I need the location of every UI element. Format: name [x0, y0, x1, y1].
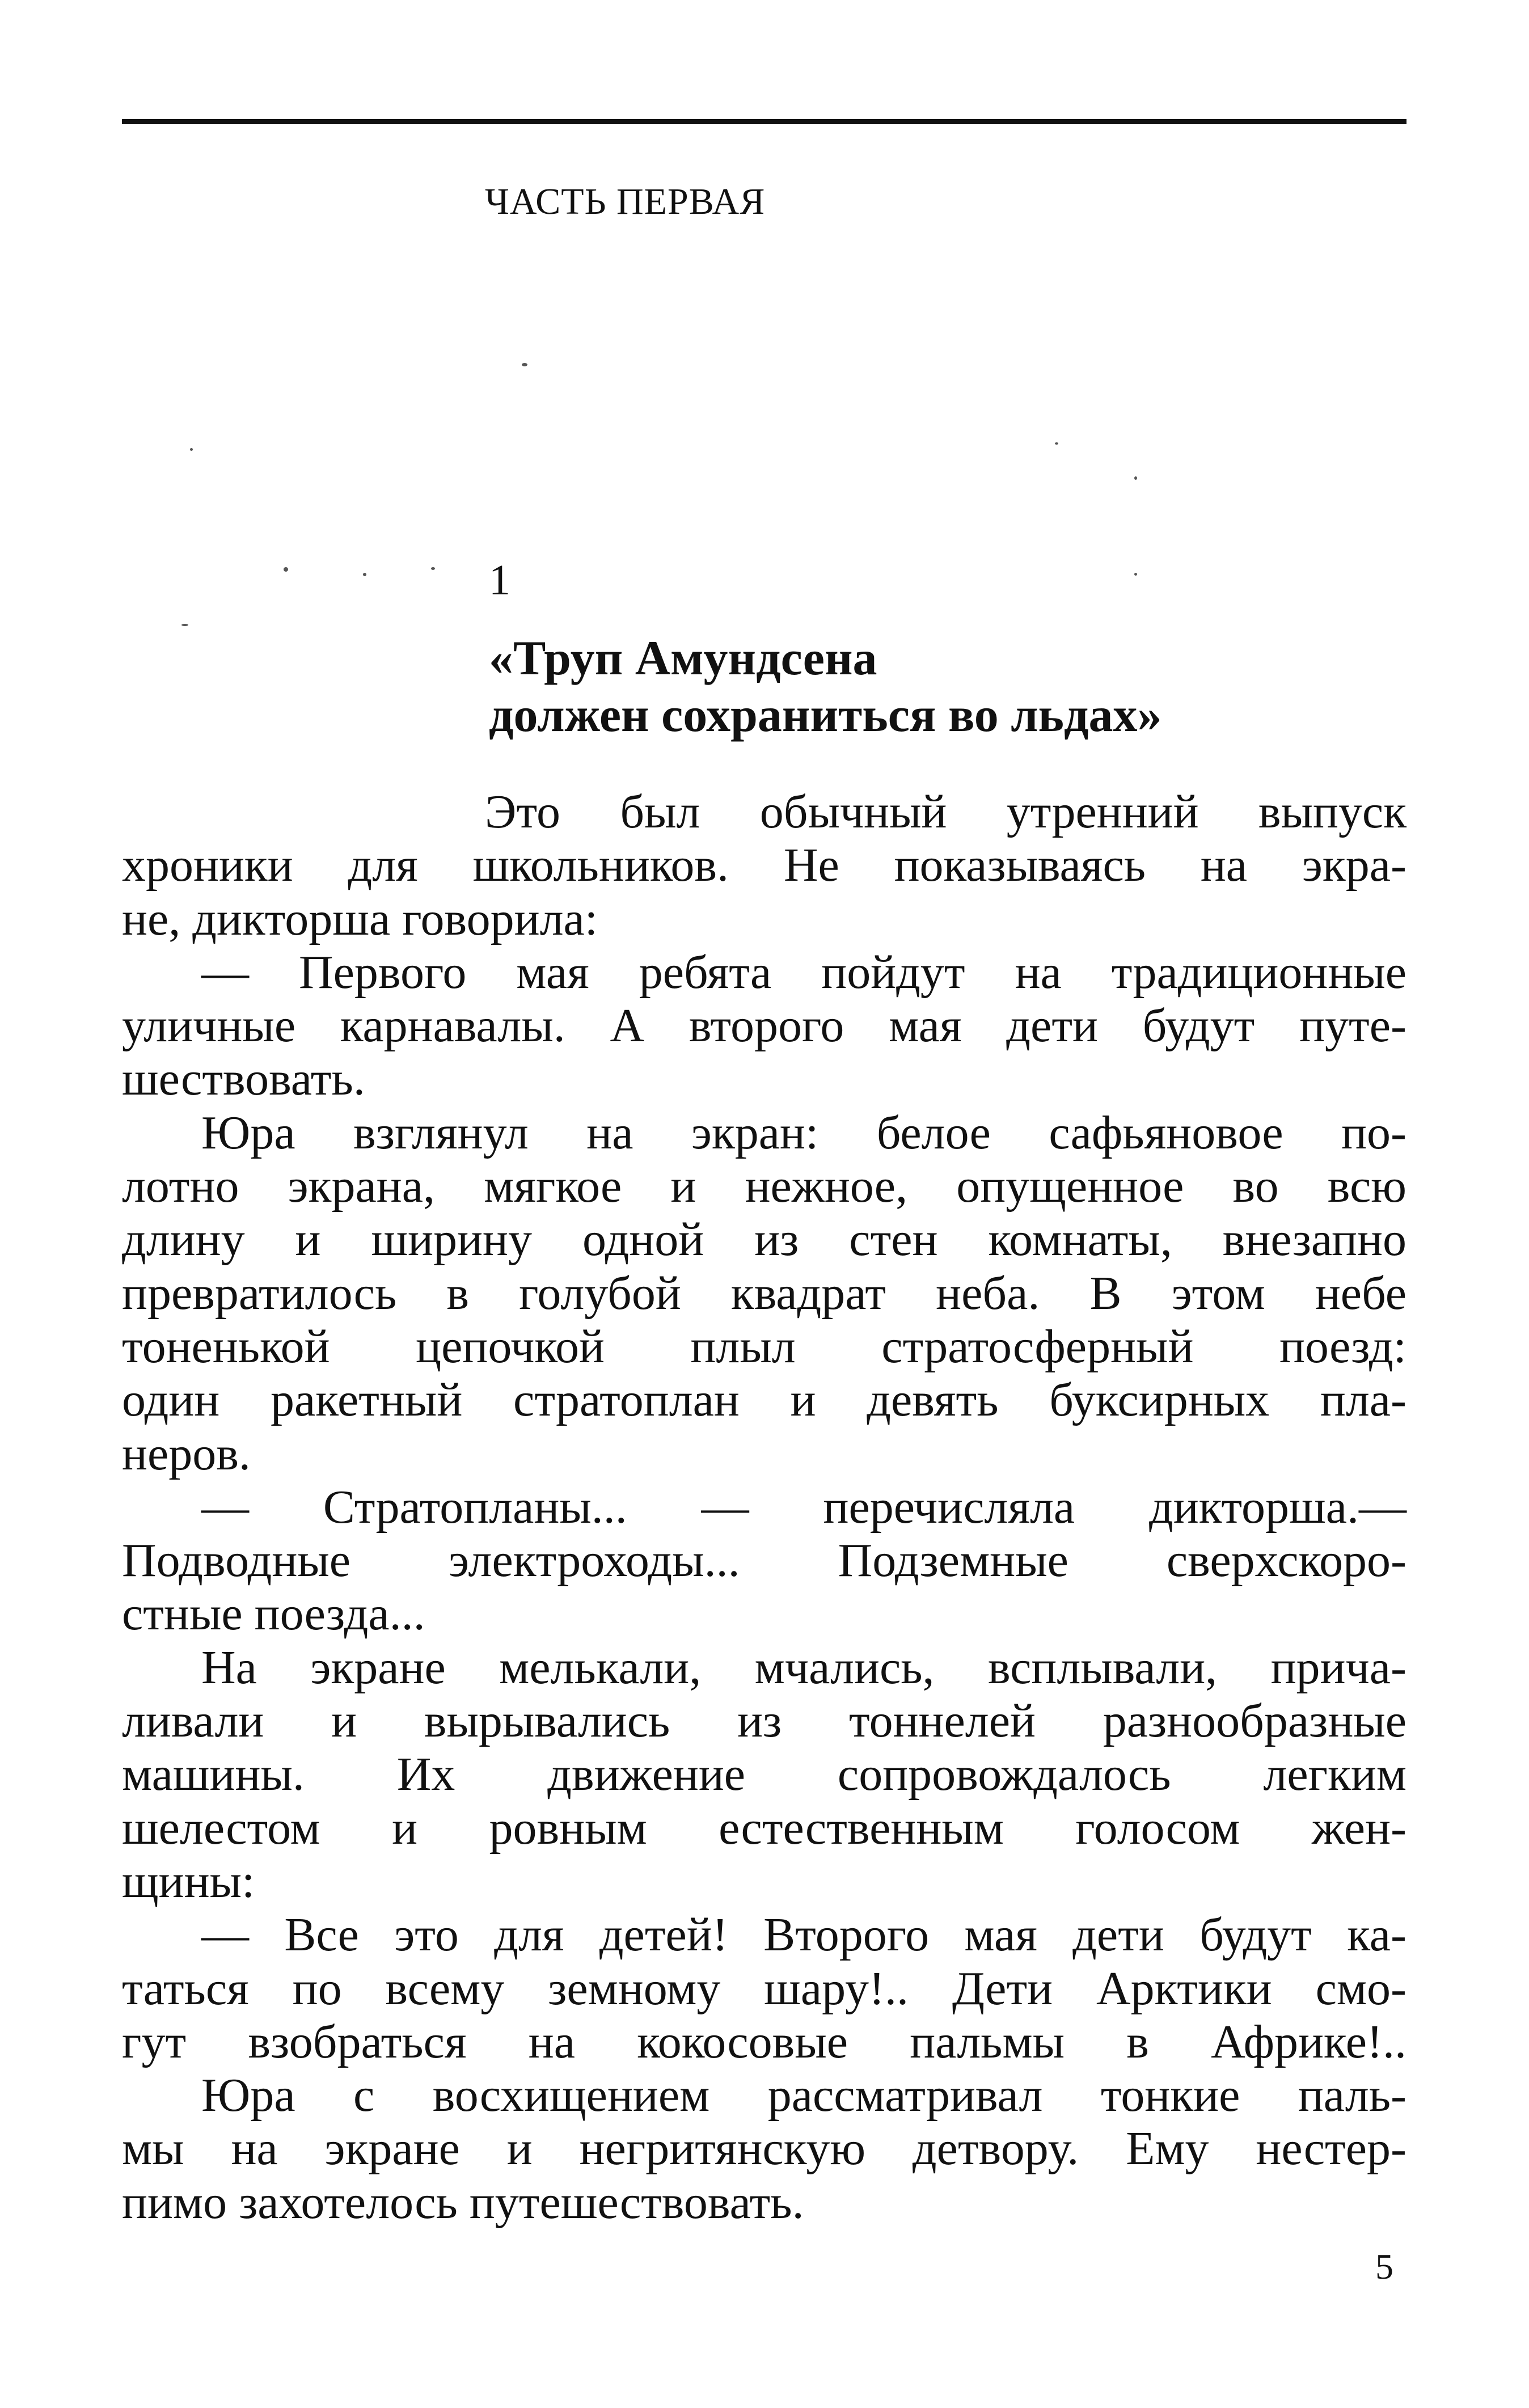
text-line: гут взобраться на кокосовые пальмы в Африке!.. [122, 2015, 1406, 2068]
text-line: превратилось в голубой квадрат неба. В этом небе [122, 1266, 1406, 1320]
text-line: — Все это для детей! Второго мая дети будут ка- [201, 1908, 1406, 1962]
scan-speck [431, 567, 435, 570]
text-line: хроники для школьников. Не показываясь на экра- [122, 839, 1406, 892]
text-line: неров. [122, 1427, 251, 1480]
chapter-number: 1 [489, 556, 510, 604]
chapter-title-line: должен сохраниться во льдах» [489, 687, 1162, 742]
text-line: тоненькой цепочкой плыл стратосферный поезд: [122, 1320, 1406, 1373]
part-title: ЧАСТЬ ПЕРВАЯ [485, 181, 766, 222]
page-number: 5 [1375, 2246, 1393, 2287]
text-line: лотно экрана, мягкое и нежное, опущенное во всю [122, 1160, 1406, 1213]
scan-speck [363, 573, 366, 576]
text-line: Юра взглянул на экран: белое сафьяновое по- [201, 1106, 1406, 1159]
text-line: На экране мелькали, мчались, всплывали, прича- [201, 1641, 1406, 1694]
scan-speck [1134, 573, 1137, 576]
text-line: не, дикторша говорила: [122, 892, 598, 945]
chapter-title-line: «Труп Амундсена [489, 631, 877, 685]
chapter-title [489, 630, 1162, 743]
text-line: ливали и вырывались из тоннелей разнообразные [122, 1695, 1406, 1748]
scan-speck [284, 567, 288, 572]
top-rule [122, 119, 1406, 124]
body-text [122, 785, 1406, 2229]
text-line: шествовать. [122, 1053, 365, 1106]
text-line: Это был обычный утренний выпуск [485, 785, 1406, 838]
scan-speck [1055, 442, 1058, 445]
text-line: уличные карнавалы. А второго мая дети будут путе- [122, 999, 1406, 1053]
text-line: шелестом и ровным естественным голосом жен- [122, 1801, 1406, 1854]
text-line: щины: [122, 1854, 255, 1908]
scan-speck [1134, 476, 1137, 480]
text-line: машины. Их движение сопровождалось легким [122, 1748, 1406, 1801]
scan-speck [522, 363, 527, 366]
text-line: Юра с восхищением рассматривал тонкие паль- [201, 2069, 1406, 2122]
text-line: длину и ширину одной из стен комнаты, внезапно [122, 1213, 1406, 1266]
scan-speck [190, 448, 193, 451]
text-line: таться по всему земному шару!.. Дети Арктики смо- [122, 1962, 1406, 2015]
text-line: Подводные электроходы... Подземные сверхскоро- [122, 1534, 1406, 1587]
scan-speck [181, 624, 188, 626]
text-line: мы на экране и негритянскую детвору. Ему нестер- [122, 2122, 1406, 2175]
text-line: стные поезда... [122, 1587, 425, 1641]
text-line: — Стратопланы... — перечисляла дикторша.— [201, 1480, 1406, 1533]
text-line: один ракетный стратоплан и девять буксирных пла- [122, 1374, 1406, 1427]
text-line: — Первого мая ребята пойдут на традиционные [201, 945, 1406, 999]
text-line: пимо захотелось путешествовать. [122, 2175, 804, 2229]
